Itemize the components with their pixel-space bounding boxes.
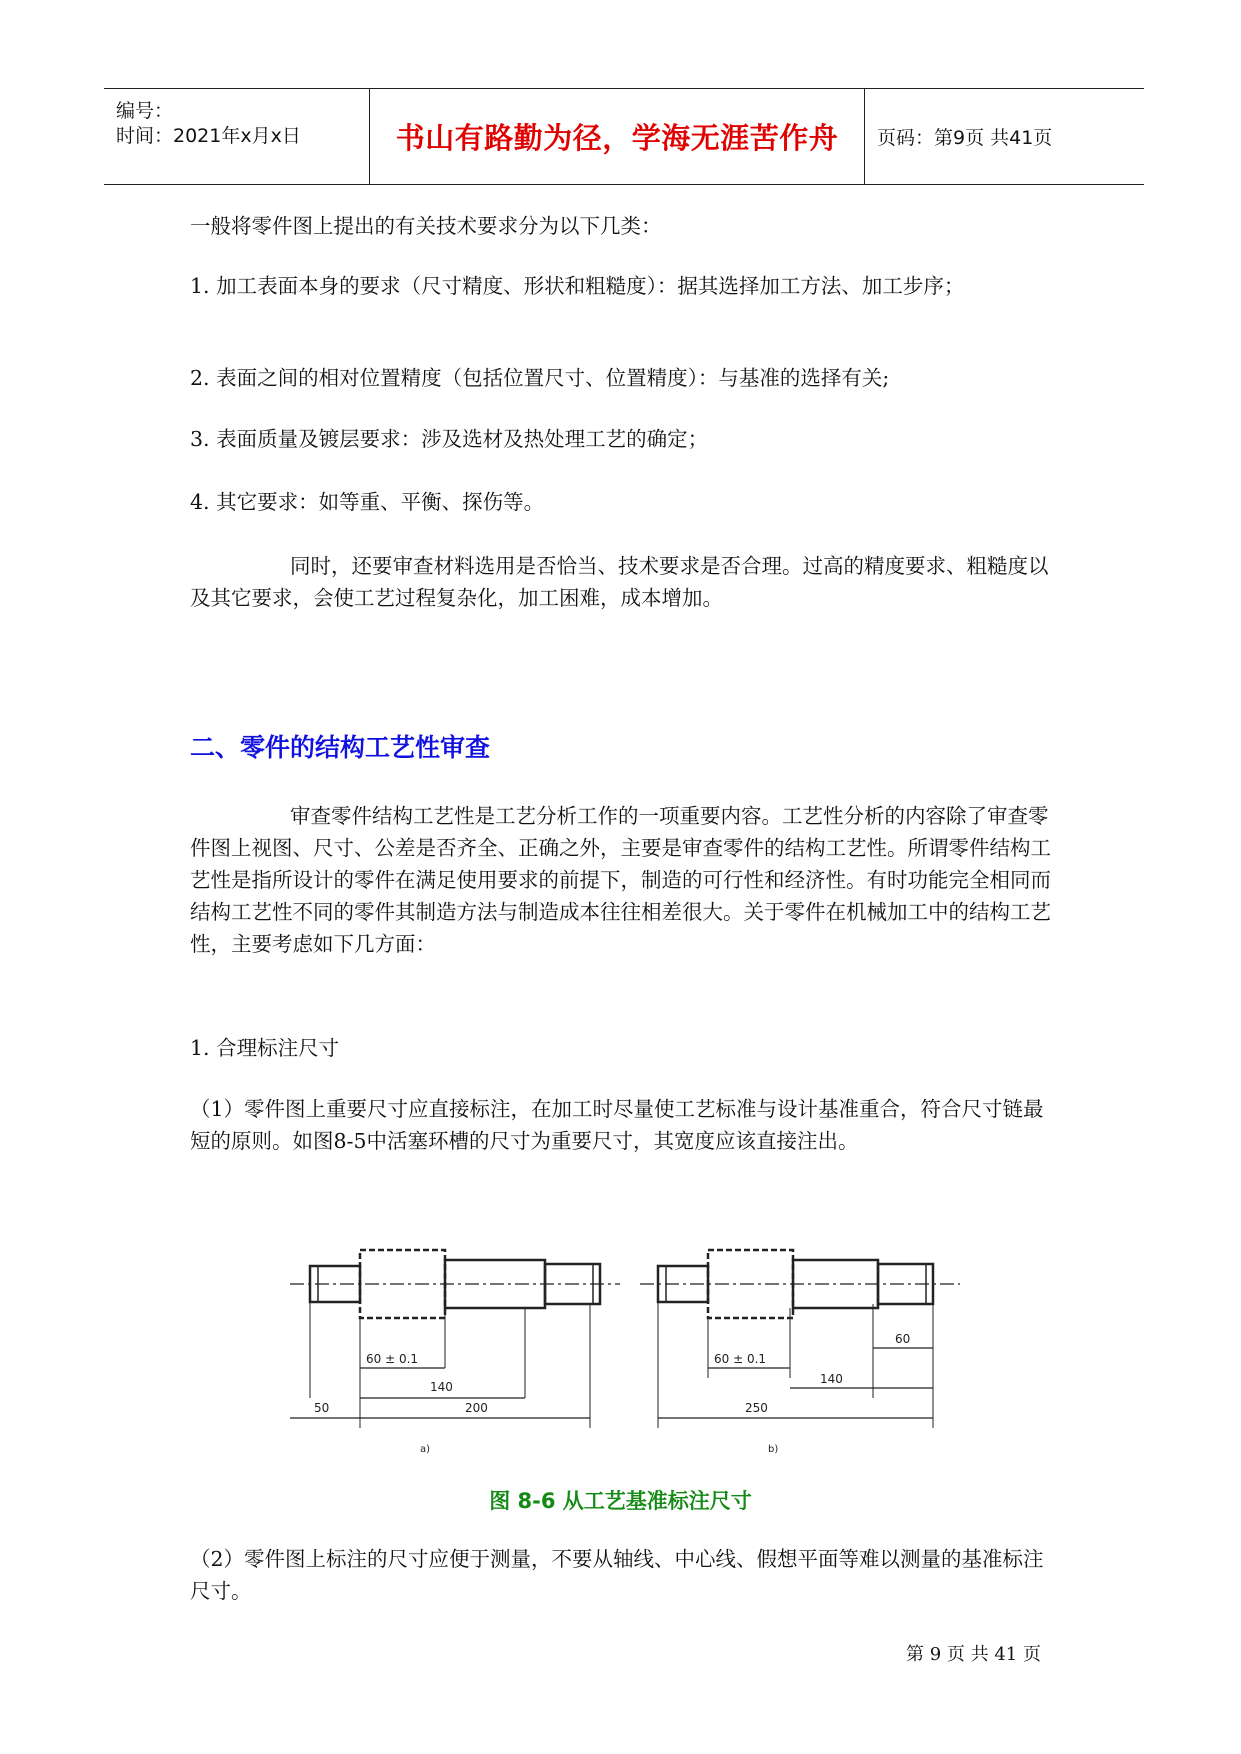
requirement-4: 4. 其它要求：如等重、平衡、探伤等。: [190, 490, 545, 514]
dim-b-60-right: 60: [895, 1332, 911, 1346]
dim-b-140: 140: [820, 1372, 843, 1386]
doc-time-label: 时间：2021年x月x日: [116, 125, 301, 147]
requirement-1: 1. 加工表面本身的要求（尺寸精度、形状和粗糙度）：据其选择加工方法、加工步序；: [190, 274, 965, 298]
drawing-a-label: a): [420, 1444, 431, 1455]
requirement-2: 2. 表面之间的相对位置精度（包括位置尺寸、位置精度）：与基准的选择有关;: [190, 366, 890, 390]
shaft-dimension-figure: [290, 1228, 960, 1458]
dim-a-200: 200: [465, 1401, 488, 1415]
requirement-3: 3. 表面质量及镀层要求：涉及选材及热处理工艺的确定；: [190, 427, 709, 451]
dim-a-50: 50: [314, 1401, 330, 1415]
header-motto: 书山有路勤为径，学海无涯苦作舟: [395, 121, 839, 155]
paragraph-materials: 同时，还要审查材料选用是否恰当、技术要求是否合理。过高的精度要求、粗糙度以及其它要求，会使工艺过程复杂化，加工困难，成本增加。: [190, 554, 1049, 610]
header-page-cell: [865, 89, 1144, 184]
page-header: [104, 88, 1144, 185]
figure-caption: 图 8-6 从工艺基准标注尺寸: [489, 1489, 752, 1513]
section-heading: 二、零件的结构工艺性审查: [190, 733, 491, 762]
dim-b-250: 250: [745, 1401, 768, 1415]
drawing-a: [290, 1250, 620, 1455]
doc-number-label: 编号：: [116, 100, 174, 122]
sub-item-1: （1）零件图上重要尺寸应直接标注，在加工时尽量使工艺标准与设计基准重合，符合尺寸链最短的原则。如图8-5中活塞环槽的尺寸为重要尺寸，其宽度应该直接注出。: [190, 1097, 1044, 1153]
intro-text: 一般将零件图上提出的有关技术要求分为以下几类：: [190, 214, 662, 238]
sub-item-2: （2）零件图上标注的尺寸应便于测量，不要从轴线、中心线、假想平面等难以测量的基准标注尺寸。: [190, 1547, 1044, 1603]
item-dimensioning: 1. 合理标注尺寸: [190, 1036, 340, 1060]
dim-a-140: 140: [430, 1380, 453, 1394]
page-footer: 第 9 页 共 41 页: [906, 1644, 1041, 1665]
header-page-info: 页码：第9页 共41页: [877, 127, 1053, 149]
header-meta: [104, 89, 369, 184]
paragraph-structure: 审查零件结构工艺性是工艺分析工作的一项重要内容。工艺性分析的内容除了审查零件图上视图、尺寸、公差是否齐全、正确之外，主要是审查零件的结构工艺性。所谓零件结构工艺性是指所设计的零件在满足使用要求的前提下，制造的可行性和经济性。有时功能完全相同而结构工艺性不同的零件其制造方法与制造成本往往相差很大。关于零件在机械加工中的结构工艺性，主要考虑如下几方面：: [190, 804, 1051, 956]
dim-a-60: 60 ± 0.1: [366, 1352, 419, 1366]
header-motto-cell: [369, 89, 865, 184]
drawing-b: [640, 1250, 960, 1455]
dim-b-60: 60 ± 0.1: [714, 1352, 767, 1366]
drawing-b-label: b): [768, 1444, 779, 1455]
